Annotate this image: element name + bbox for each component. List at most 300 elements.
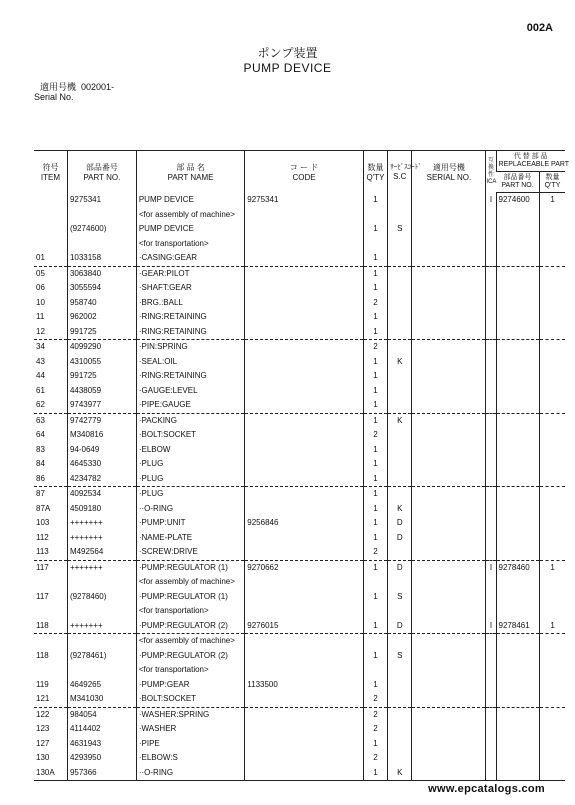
rep-part-no-cell [496,355,540,370]
part-name-cell: PUMP DEVICE [136,193,244,208]
part-no-cell: 9742779 [67,413,136,428]
rep-qty-cell [540,281,565,296]
part-name-cell: ·GEAR:PILOT [136,266,244,281]
rep-part-no-cell [496,516,540,531]
service-code-cell [388,604,412,619]
item-cell: 118 [34,619,67,634]
part-no-cell: (9274600) [67,222,136,237]
part-name-cell: ·PIPE [136,737,244,752]
table-row [34,208,565,223]
qty-cell: 1 [363,619,387,634]
qty-cell: 1 [363,516,387,531]
serial-no-cell [412,443,486,458]
ica-cell: I [486,560,496,575]
item-cell: 61 [36,385,45,395]
code-cell [245,237,364,252]
service-code-cell [388,443,412,458]
rep-qty-cell [540,487,565,502]
ica-cell [486,384,496,399]
code-cell [245,340,364,355]
service-code-cell [388,340,412,355]
header-code: コ ー ド CODE [245,151,364,193]
service-code-cell [388,722,412,737]
rep-part-no-cell [496,707,540,722]
part-name-cell: ·ELBOW:S [136,751,244,766]
qty-cell: 1 [363,369,387,384]
table-row [34,355,565,370]
ica-cell [486,222,496,237]
qty-cell: 1 [363,457,387,472]
code-cell [245,531,364,546]
service-code-cell [388,237,412,252]
table-row [34,251,565,266]
qty-cell [363,663,387,678]
item-cell [34,575,67,590]
item-cell: 84 [36,459,45,468]
rep-qty-cell [540,369,565,384]
table-row [34,237,565,252]
rep-qty-cell [540,531,565,546]
item-cell: 113 [34,545,67,560]
serial-no-cell [412,634,486,649]
service-code-cell [388,325,412,340]
part-no-cell: 958740 [67,296,136,311]
part-name-cell: ·ELBOW [136,443,244,458]
serial-no-cell [412,281,486,296]
rep-qty-cell: 1 [540,619,565,634]
rep-qty-cell [540,325,565,340]
rep-part-no-cell [496,692,540,707]
item-cell: 10 [36,297,45,307]
part-no-cell: 3055594 [67,281,136,296]
ica-cell [486,340,496,355]
item-cell: 63 [36,415,45,425]
service-code-cell: S [388,590,412,605]
item-cell: 87A [36,503,51,513]
service-code-cell [388,457,412,472]
code-cell [245,251,364,266]
part-no-cell [67,663,136,678]
part-no-cell: 94-0649 [67,443,136,458]
item-cell: 123 [36,724,50,733]
item-cell: 83 [36,444,45,454]
part-no-cell: 4092534 [67,487,136,502]
table-body [34,193,565,781]
rep-qty-cell [540,663,565,678]
ica-cell [486,502,496,517]
service-code-cell: K [388,413,412,428]
part-name-cell: ·RING:RETAINING [136,310,244,325]
serial-no-cell [412,502,486,517]
ica-cell [486,649,496,664]
item-cell: 11 [36,312,45,321]
parts-table [34,150,570,781]
service-code-cell [388,251,412,266]
rep-qty-cell [540,340,565,355]
part-no-cell: 3063840 [67,266,136,281]
table-row [34,560,565,575]
part-no-cell: 4293950 [67,751,136,766]
rep-part-no-cell [496,472,540,487]
part-name-cell: ·PLUG [136,487,244,502]
rep-qty-cell [540,766,565,781]
part-no-cell: 9743977 [67,398,136,413]
qty-cell [363,237,387,252]
item-cell: 130 [36,753,50,762]
code-cell [245,472,364,487]
item-cell [34,222,67,237]
part-name-cell: PUMP DEVICE [136,222,244,237]
rep-part-no-cell [496,766,540,781]
serial-no-cell [412,472,486,487]
rep-part-no-cell [496,281,540,296]
part-name-cell: ·SEAL:OIL [136,355,244,370]
rep-part-no-cell [496,251,540,266]
rep-qty-cell [540,296,565,311]
part-name-cell: ·PUMP:UNIT [136,516,244,531]
code-cell [245,355,364,370]
table-row [34,398,565,413]
item-cell: 62 [34,398,67,413]
item-cell: 112 [36,532,49,542]
table-row [34,487,565,502]
rep-qty-cell [540,208,565,223]
service-code-cell [388,487,412,502]
service-code-cell: S [388,222,412,237]
serial-no-cell [412,266,486,281]
item-cell: 01 [34,251,67,266]
table-row [34,516,565,531]
item-cell [34,634,67,649]
rep-part-no-cell [496,413,540,428]
qty-cell: 2 [363,428,387,443]
service-code-cell [388,545,412,560]
qty-cell: 1 [363,766,387,781]
service-code-cell: K [388,766,412,781]
page-number: 002A [526,22,553,34]
ica-cell [486,251,496,266]
qty-cell: 1 [363,590,387,605]
code-cell [245,398,364,413]
rep-qty-cell [540,737,565,752]
header-qty: 数量 Q'TY [363,151,387,193]
table-header [34,151,570,193]
serial-no-cell [412,692,486,707]
code-cell: 9256846 [245,516,364,531]
qty-cell: 1 [363,502,387,517]
part-no-cell: (9278461) [67,649,136,664]
serial-no-cell [412,619,486,634]
rep-qty-cell [540,398,565,413]
header-part-name: 部 品 名 PART NAME [136,151,244,193]
item-cell: 119 [36,679,49,689]
rep-qty-cell [540,649,565,664]
serial-no-cell [412,384,486,399]
rep-part-no-cell [496,398,540,413]
serial-no-cell [412,663,486,678]
part-name-cell: ·NAME-PLATE [136,531,244,546]
serial-no-cell [412,737,486,752]
rep-part-no-cell [496,222,540,237]
serial-no-cell [412,531,486,546]
code-cell: 9275341 [245,193,364,208]
ica-cell: I [486,193,496,208]
rep-part-no-cell [496,457,540,472]
ica-cell [486,457,496,472]
part-name-cell: ·PIN:SPRING [136,340,244,355]
part-no-cell: (9278460) [67,590,136,605]
service-code-cell [388,663,412,678]
item-cell: 44 [36,371,45,380]
part-no-cell [67,237,136,252]
table-row [34,604,565,619]
part-no-cell [67,575,136,590]
ica-cell [486,266,496,281]
qty-cell: 2 [363,340,387,355]
qty-cell [363,575,387,590]
serial-no-cell [412,590,486,605]
header-part-no: 部品番号 PART NO. [67,151,136,193]
ica-cell [486,398,496,413]
header-item: 符号 ITEM [34,151,67,193]
service-code-cell [388,193,412,208]
header-ica: 互換性 ICA [486,151,496,193]
part-no-cell: 4438059 [67,384,136,399]
serial-no-cell [412,516,486,531]
service-code-cell: D [388,531,412,546]
part-no-cell: 1033158 [67,251,136,266]
header-serial-no: 適用号機 SERIAL NO. [412,151,486,193]
table-row [34,707,565,722]
serial-no-cell [412,222,486,237]
item-cell: 34 [36,342,45,351]
rep-part-no-cell [496,487,540,502]
ica-cell [486,766,496,781]
qty-cell: 1 [363,560,387,575]
rep-qty-cell [540,604,565,619]
part-no-cell: 4114402 [67,722,136,737]
rep-part-no-cell [496,634,540,649]
qty-cell: 1 [363,413,387,428]
rep-part-no-cell [496,575,540,590]
rep-qty-cell [540,310,565,325]
part-no-cell: +++++++ [67,619,136,634]
rep-part-no-cell [496,310,540,325]
part-no-cell: M341030 [67,692,136,707]
item-cell: 12 [34,325,67,340]
item-cell [34,193,67,208]
part-name-cell: ·GAUGE:LEVEL [136,384,244,399]
ica-cell [486,237,496,252]
code-cell [245,766,364,781]
service-code-cell [388,575,412,590]
ica-cell [486,634,496,649]
code-cell [245,222,364,237]
rep-qty-cell [540,707,565,722]
qty-cell: 1 [363,310,387,325]
code-cell [245,369,364,384]
part-name-cell: ·RING:RETAINING [136,325,244,340]
qty-cell: 1 [363,487,387,502]
ica-cell [486,443,496,458]
ica-cell [486,369,496,384]
qty-cell [363,208,387,223]
part-name-cell: <for transportation> [136,663,244,678]
code-cell [245,649,364,664]
rep-part-no-cell [496,678,540,693]
service-code-cell [388,296,412,311]
rep-part-no-cell [496,502,540,517]
ica-cell [486,737,496,752]
part-name-cell: ·BOLT:SOCKET [136,692,244,707]
service-code-cell [388,678,412,693]
table-row [34,281,565,296]
code-cell [245,208,364,223]
rep-part-no-cell [496,545,540,560]
rep-part-no-cell [496,340,540,355]
part-no-cell: 991725 [67,369,136,384]
rep-qty-cell [540,502,565,517]
part-name-cell: ·WASHER [136,722,244,737]
item-cell: 118 [36,650,49,660]
item-cell: 103 [36,518,50,527]
ica-cell [486,575,496,590]
rep-part-no-cell [496,443,540,458]
rep-qty-cell [540,222,565,237]
part-name-cell: <for transportation> [136,604,244,619]
rep-part-no-cell [496,208,540,223]
serial-no-cell [412,413,486,428]
ica-cell [486,663,496,678]
part-name-cell: ·PUMP:REGULATOR (2) [136,649,244,664]
item-cell: 87 [36,489,45,498]
ica-cell [486,590,496,605]
qty-cell: 2 [363,751,387,766]
item-cell: 64 [36,430,45,439]
rep-qty-cell [540,355,565,370]
qty-cell: 1 [363,472,387,487]
rep-qty-cell [540,692,565,707]
service-code-cell [388,472,412,487]
serial-no-cell [412,340,486,355]
part-name-cell: <for assembly of machine> [136,634,244,649]
header-rep-part-no: 部品番号 PART NO. [496,172,540,193]
code-cell [245,545,364,560]
rep-part-no-cell [496,751,540,766]
table-row [34,340,565,355]
table-row [34,751,565,766]
part-name-cell: <for assembly of machine> [136,575,244,590]
serial-no-cell [412,545,486,560]
qty-cell: 1 [363,737,387,752]
code-cell [245,590,364,605]
ica-cell: I [486,619,496,634]
part-no-cell: +++++++ [67,531,136,546]
part-no-cell: 4234782 [67,472,136,487]
serial-value: 002001- [81,82,115,92]
ica-cell [486,692,496,707]
serial-no-cell [412,457,486,472]
service-code-cell [388,398,412,413]
serial-no-cell [412,310,486,325]
service-code-cell: D [388,560,412,575]
serial-no-cell [412,766,486,781]
table-row [34,193,565,208]
part-no-cell [67,604,136,619]
rep-qty-cell [540,428,565,443]
ica-cell [486,325,496,340]
serial-no-cell [412,707,486,722]
qty-cell [363,604,387,619]
item-cell: 06 [36,283,45,292]
qty-cell: 1 [363,649,387,664]
ica-cell [486,281,496,296]
part-no-cell [67,634,136,649]
table-row [34,590,565,605]
service-code-cell [388,692,412,707]
item-cell: 122 [36,709,50,719]
serial-no-cell [412,751,486,766]
table-row [34,457,565,472]
serial-no-cell [412,237,486,252]
part-name-cell: <for assembly of machine> [136,208,244,223]
serial-no-cell [412,208,486,223]
table-row [34,502,565,517]
serial-no-cell [412,649,486,664]
rep-part-no-cell [496,531,540,546]
rep-qty-cell [540,237,565,252]
item-cell: 117 [36,562,49,572]
ica-cell [486,531,496,546]
part-no-cell: 4649265 [67,678,136,693]
part-no-cell: 984054 [67,707,136,722]
code-cell [245,457,364,472]
page-title-japanese: ポンプ装置 [257,46,318,60]
rep-part-no-cell [496,722,540,737]
rep-part-no-cell [496,590,540,605]
table-row [34,443,565,458]
part-no-cell: 4631943 [67,737,136,752]
page-title: PUMP DEVICE [243,61,332,75]
part-name-cell: ·WASHER:SPRING [136,707,244,722]
qty-cell: 1 [363,531,387,546]
ica-cell [486,604,496,619]
item-cell [34,604,67,619]
service-code-cell: D [388,516,412,531]
ica-cell [486,296,496,311]
code-cell [245,663,364,678]
rep-qty-cell [540,516,565,531]
ica-cell [486,707,496,722]
qty-cell: 1 [363,325,387,340]
serial-no-cell [412,604,486,619]
rep-qty-cell [540,472,565,487]
rep-part-no-cell [496,266,540,281]
service-code-cell [388,737,412,752]
code-cell [245,296,364,311]
rep-qty-cell [540,251,565,266]
service-code-cell [388,310,412,325]
serial-no-cell [412,296,486,311]
rep-part-no-cell [496,663,540,678]
ica-cell [486,472,496,487]
rep-qty-cell [540,678,565,693]
part-no-cell: 962002 [67,310,136,325]
serial-no-cell [412,678,486,693]
table-row [34,266,565,281]
service-code-cell [388,266,412,281]
serial-label: Serial No. [34,92,74,102]
